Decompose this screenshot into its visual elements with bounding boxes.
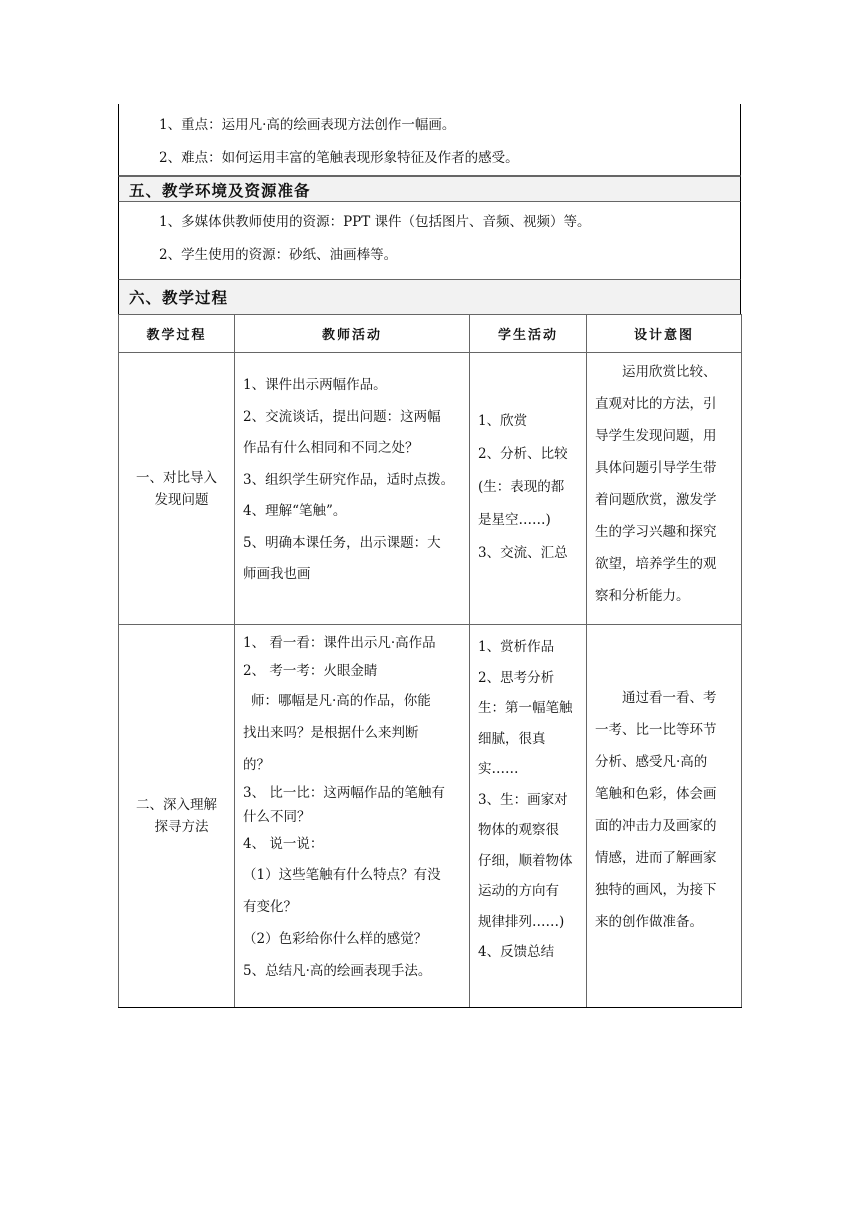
intent-line: 独特的画风，为接下	[595, 882, 717, 898]
intent-line: 笔触和色彩，体会画	[595, 786, 717, 802]
intent-line: 着问题欣赏，激发学	[595, 492, 717, 508]
stage-line: 二、深入理解	[136, 797, 217, 813]
teacher-line: 4、 说一说：	[243, 836, 324, 852]
teacher-activity-cell	[235, 353, 470, 625]
teacher-line: 5、明确本课任务，出示课题：大	[243, 534, 441, 551]
teacher-line: 4、理解“笔触”。	[243, 503, 347, 519]
stage-line: 一、对比导入	[136, 469, 217, 486]
intent-line: 察和分析能力。	[595, 588, 690, 604]
column-header: 教师活动	[235, 315, 470, 353]
column-header: 学生活动	[470, 315, 587, 353]
section6-title: 六、教学过程	[129, 289, 229, 307]
student-line: 细腻，很真	[478, 730, 546, 747]
stage-cell	[119, 625, 235, 1008]
table-row	[119, 625, 742, 1008]
student-line: 物体的观察很	[478, 822, 559, 838]
student-line: 1、欣赏	[478, 413, 528, 429]
table-header-row	[119, 315, 742, 353]
student-line: 实……	[478, 761, 519, 777]
intent-line: 运用欣赏比较、	[622, 364, 717, 380]
teacher-line: 2、交流谈话，提出问题：这两幅	[243, 408, 441, 425]
focus-block	[118, 104, 741, 176]
teacher-line: 2、 考一考：火眼金睛	[243, 663, 378, 679]
process-table	[118, 314, 742, 1008]
key-point: 1、重点：运用凡·高的绘画表现方法创作一幅画。	[159, 117, 456, 133]
teacher-line: 师画我也画	[243, 566, 311, 582]
teacher-activity-cell	[235, 625, 470, 1008]
student-line: 3、交流、汇总	[478, 545, 568, 561]
section5-header	[118, 176, 741, 202]
column-header: 教学过程	[119, 315, 235, 353]
intent-line: 来的创作做准备。	[595, 914, 703, 930]
intent-line: 通过看一看、考	[622, 690, 717, 706]
intent-line: 具体问题引导学生带	[595, 460, 717, 476]
stage-line: 探寻方法	[154, 819, 209, 835]
student-line: 3、生：画家对	[478, 791, 568, 808]
student-line: 是星空……)	[478, 512, 551, 528]
section5-content	[118, 202, 741, 280]
intent-line: 分析、感受凡·高的	[595, 754, 708, 770]
column-header: 设计意图	[587, 315, 742, 353]
section6-header	[118, 280, 741, 314]
intent-line: 一考、比一比等环节	[595, 722, 717, 738]
teacher-line: 什么不同？	[243, 809, 311, 825]
intent-line: 直观对比的方法，引	[595, 396, 717, 412]
stage-line: 发现问题	[154, 491, 209, 508]
student-activity-cell	[470, 353, 587, 625]
teacher-line: 5、总结凡·高的绘画表现手法。	[243, 963, 432, 979]
teacher-line: 3、组织学生研究作品，适时点拨。	[243, 471, 455, 488]
student-line: 2、分析、比较	[478, 446, 568, 462]
table-row	[119, 353, 742, 625]
teacher-line: 有变化？	[243, 899, 297, 915]
teacher-line: 作品有什么相同和不同之处？	[243, 440, 419, 456]
student-line: 运动的方向有	[478, 883, 559, 899]
resource-item: 2、学生使用的资源：砂纸、油画棒等。	[159, 247, 398, 263]
difficult-point: 2、难点：如何运用丰富的笔触表现形象特征及作者的感受。	[159, 150, 519, 166]
design-intent-cell	[587, 353, 742, 625]
intent-line: 欲望，培养学生的观	[595, 556, 717, 572]
intent-line: 情感，进而了解画家	[595, 850, 717, 866]
student-line: (生：表现的都	[478, 479, 565, 495]
teacher-line: 的？	[243, 757, 270, 773]
resource-item: 1、多媒体供教师使用的资源：PPT 课件（包括图片、音频、视频）等。	[159, 214, 591, 230]
design-intent-cell	[587, 625, 742, 1008]
teacher-line: 3、 比一比：这两幅作品的笔触有	[243, 785, 445, 801]
student-line: 生：第一幅笔触	[478, 700, 573, 716]
student-line: 规律排列……)	[478, 913, 565, 930]
student-line: 2、思考分析	[478, 669, 555, 686]
teacher-line: 1、课件出示两幅作品。	[243, 377, 387, 393]
teacher-line: 师：哪幅是凡·高的作品，你能	[251, 693, 431, 709]
stage-cell	[119, 353, 235, 625]
lesson-plan-document	[118, 104, 741, 1008]
teacher-line: （2）色彩给你什么样的感觉？	[243, 931, 428, 947]
teacher-line: （1）这些笔触有什么特点？有没	[243, 867, 441, 883]
teacher-line: 1、 看一看：课件出示凡·高作品	[243, 635, 436, 651]
intent-line: 导学生发现问题，用	[595, 428, 717, 444]
teacher-line: 找出来吗？是根据什么来判断	[243, 725, 419, 741]
intent-line: 生的学习兴趣和探究	[595, 524, 717, 540]
intent-line: 面的冲击力及画家的	[595, 818, 717, 834]
student-activity-cell	[470, 625, 587, 1008]
student-line: 仔细，顺着物体	[478, 852, 573, 869]
section5-title: 五、教学环境及资源准备	[129, 182, 311, 200]
student-line: 1、赏析作品	[478, 639, 555, 655]
student-line: 4、反馈总结	[478, 944, 555, 960]
